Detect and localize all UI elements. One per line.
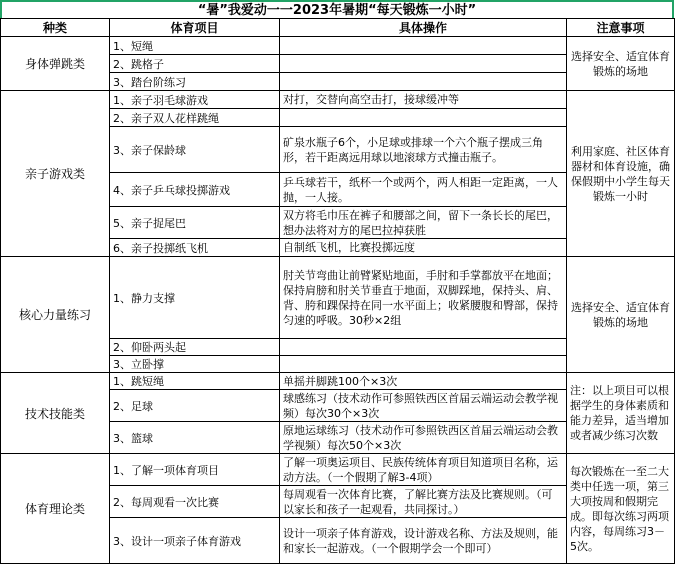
operation-cell[interactable]: 乒乓球若干，纸杯一个或两个，两人相距一定距离，一人抛，一人接。 [280, 173, 567, 207]
header-row [1, 19, 675, 37]
operation-cell[interactable] [280, 73, 567, 91]
item-cell[interactable]: 2、亲子双人花样跳绳 [110, 109, 280, 127]
note-cell[interactable]: 选择安全、适宜体育锻炼的场地 [567, 37, 675, 91]
item-cell[interactable]: 3、亲子保龄球 [110, 127, 280, 173]
category-cell[interactable]: 身体弹跳类 [1, 37, 110, 91]
item-cell[interactable]: 2、仰卧两头起 [110, 339, 280, 356]
header-category[interactable]: 种类 [1, 19, 110, 37]
item-cell[interactable]: 1、亲子羽毛球游戏 [110, 91, 280, 109]
operation-cell[interactable]: 原地运球练习（技术动作可参照铁西区首届云端运动会教学视频）每次50个×3次 [280, 422, 567, 454]
header-item[interactable]: 体育项目 [110, 19, 280, 37]
item-cell[interactable]: 1、了解一项体育项目 [110, 454, 280, 486]
table-row [1, 91, 675, 109]
operation-cell[interactable]: 设计一项亲子体育游戏，设计游戏名称、方法及规则，能和家长一起游戏。（一个假期学会一个即可） [280, 518, 567, 564]
item-cell[interactable]: 2、跳格子 [110, 55, 280, 73]
category-cell[interactable]: 核心力量练习 [1, 257, 110, 373]
page-title[interactable]: “暑”我爱动一一2023年暑期“每天锻炼一小时” [0, 0, 674, 22]
operation-cell[interactable]: 肘关节弯曲让前臂紧贴地面，手肘和手掌都放平在地面；保持肩膀和肘关节垂直于地面，双脚踩地，保持头、肩、背、胯和踝保持在同一水平面上；收紧腰腹和臀部，保持匀速的呼吸。30秒×2组 [280, 257, 567, 339]
header-note[interactable]: 注意事项 [567, 19, 675, 37]
category-cell[interactable]: 体育理论类 [1, 454, 110, 564]
table-row [1, 257, 675, 339]
item-cell[interactable]: 1、跳短绳 [110, 373, 280, 390]
item-cell[interactable]: 3、篮球 [110, 422, 280, 454]
operation-cell[interactable]: 每周观看一次体育比赛，了解比赛方法及比赛规则。（可以家长和孩子一起观看，共同探讨。） [280, 486, 567, 518]
operation-cell[interactable] [280, 109, 567, 127]
item-cell[interactable]: 1、静力支撑 [110, 257, 280, 339]
operation-cell[interactable]: 球感练习（技术动作可参照铁西区首届云端运动会教学视频）每次30个×3次 [280, 390, 567, 422]
item-cell[interactable]: 3、立卧撑 [110, 356, 280, 373]
note-cell[interactable]: 注：以上项目可以根据学生的身体素质和能力差异，适当增加或者减少练习次数 [567, 373, 675, 454]
operation-cell[interactable] [280, 37, 567, 55]
operation-cell[interactable]: 单摇并脚跳100个×3次 [280, 373, 567, 390]
table-row [1, 373, 675, 390]
header-operation[interactable]: 具体操作 [280, 19, 567, 37]
item-cell[interactable]: 5、亲子捉尾巴 [110, 207, 280, 239]
operation-cell[interactable] [280, 55, 567, 73]
operation-cell[interactable]: 对打，交替向高空击打，接球缓冲等 [280, 91, 567, 109]
table-row [1, 454, 675, 486]
note-cell[interactable]: 每次锻炼在一至二大类中任选一项，第三大项按周和假期完成。即每次练习两项内容，每周练习3－5次。 [567, 454, 675, 564]
operation-cell[interactable]: 双方将毛巾压在裤子和腰部之间，留下一条长长的尾巴，想办法将对方的尾巴拉掉获胜 [280, 207, 567, 239]
item-cell[interactable]: 4、亲子乒乓球投掷游戏 [110, 173, 280, 207]
item-cell[interactable]: 3、设计一项亲子体育游戏 [110, 518, 280, 564]
note-cell[interactable]: 利用家庭、社区体育器材和体育设施，确保假期中小学生每天锻炼一小时 [567, 91, 675, 257]
item-cell[interactable]: 2、足球 [110, 390, 280, 422]
operation-cell[interactable]: 了解一项奥运项目、民族传统体育项目知道项目名称，运动方法。（一个假期了解3-4项） [280, 454, 567, 486]
item-cell[interactable]: 1、短绳 [110, 37, 280, 55]
operation-cell[interactable]: 自制纸飞机，比赛投掷远度 [280, 239, 567, 257]
exercise-table [0, 18, 675, 564]
category-cell[interactable]: 亲子游戏类 [1, 91, 110, 257]
item-cell[interactable]: 3、踏台阶练习 [110, 73, 280, 91]
category-cell[interactable]: 技术技能类 [1, 373, 110, 454]
operation-cell[interactable] [280, 339, 567, 356]
operation-cell[interactable]: 矿泉水瓶子6个，小足球或排球一个六个瓶子摆成三角形，若干距离远用球以地滚球方式撞击瓶子。 [280, 127, 567, 173]
table-row [1, 37, 675, 55]
note-cell[interactable]: 选择安全、适宜体育锻炼的场地 [567, 257, 675, 373]
item-cell[interactable]: 2、每周观看一次比赛 [110, 486, 280, 518]
item-cell[interactable]: 6、亲子投掷纸飞机 [110, 239, 280, 257]
operation-cell[interactable] [280, 356, 567, 373]
